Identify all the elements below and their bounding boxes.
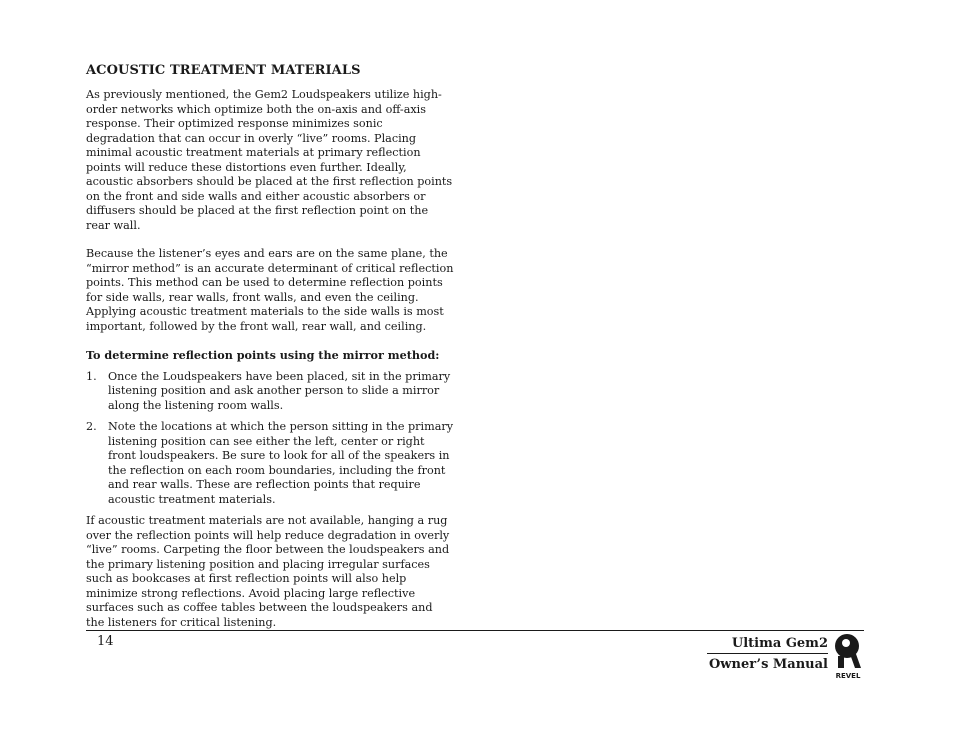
steps-subheading: To determine reflection points using the mirror method: — [86, 348, 440, 362]
paragraph-mirror-method: Because the listener’s eyes and ears are on the same plane, the “mirror method” is an accurate determinant of critical reflection points. This method can be used to determine reflection points for side walls, rear walls, front walls, and even the ceiling. Applying acoustic treatment materials to the side walls is most important, followed by the front wall, rear wall, and ceiling. — [86, 247, 454, 333]
step-text: Note the locations at which the person sitting in the primary listening position can see either the left, center or right front loudspeakers. Be sure to look for all of the speakers in the reflection on each room boundaries, including the front and rear walls. These are reflection points that require acoustic treatment materials. — [108, 420, 454, 506]
revel-logo-icon — [832, 632, 864, 680]
paragraph-closing: If acoustic treatment materials are not available, hanging a rug over the reflection points will help reduce degradation in overly “live” rooms. Carpeting the floor between the loudspeakers and the primary listening position and placing irregular surfaces such as bookcases at first reflection points will also help minimize strong reflections. Avoid placing large reflective surfaces such as coffee tables between the loudspeakers and the listeners for critical listening. — [86, 514, 450, 629]
footer-divider — [86, 630, 864, 631]
main-content — [86, 62, 454, 630]
manual-type: Owner’s Manual — [708, 657, 828, 672]
title-underline — [707, 653, 828, 654]
list-item — [86, 420, 454, 507]
product-name: Ultima Gem2 — [731, 636, 828, 651]
page-number: 14 — [97, 634, 114, 649]
logo-wordmark: REVEL — [835, 672, 861, 680]
steps-list — [86, 370, 454, 508]
paragraph-intro: As previously mentioned, the Gem2 Loudspeakers utilize high-order networks which optimize both the on-axis and off-axis response. Their optimized response minimizes sonic degradation that can occur in overly “live” rooms. Placing minimal acoustic treatment materials at primary reflection points will reduce these distortions even further. Ideally, acoustic absorbers should be placed at the first reflection points on the front and side walls and either acoustic absorbers or diffusers should be placed at the first reflection point on the rear wall. — [86, 88, 453, 232]
step-text: Once the Loudspeakers have been placed, sit in the primary listening position and ask another person to slide a mirror along the listening room walls. — [108, 369, 451, 412]
step-number: 2. — [86, 420, 97, 433]
section-heading: ACOUSTIC TREATMENT MATERIALS — [86, 63, 361, 78]
list-item — [86, 370, 454, 414]
manual-title — [707, 635, 828, 673]
step-number: 1. — [86, 369, 97, 383]
